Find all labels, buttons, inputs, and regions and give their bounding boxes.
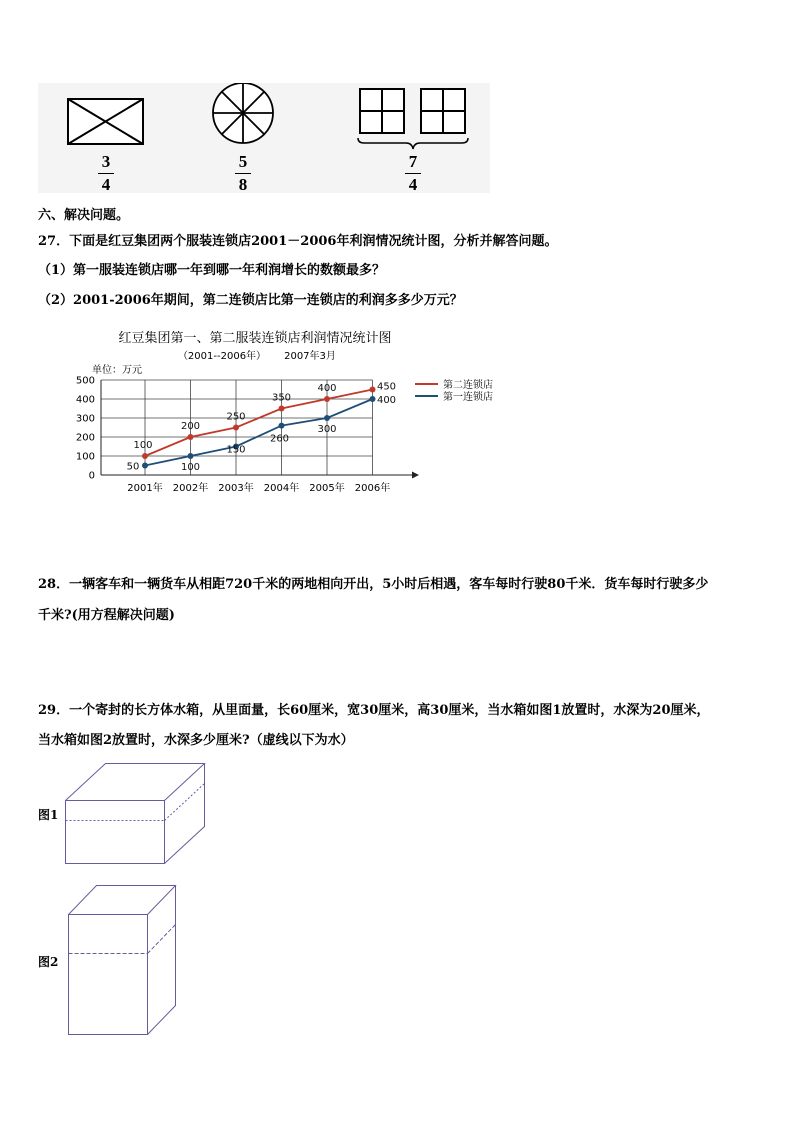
fraction-5-8 bbox=[231, 152, 255, 195]
denominator: 8 bbox=[238, 175, 248, 194]
x-tick-label: 2005年 bbox=[309, 483, 345, 494]
data-label: 50 bbox=[126, 461, 140, 473]
x-tick-label: 2006年 bbox=[354, 483, 391, 494]
legend-label: 第一连锁店 bbox=[443, 392, 493, 403]
legend-label: 第二连锁店 bbox=[443, 380, 493, 391]
data-label: 300 bbox=[317, 424, 337, 435]
figure1-box-drawing bbox=[60, 760, 210, 870]
data-point bbox=[233, 425, 239, 431]
q27-sub1: （1）第一服装连锁店哪一年到哪一年利润增长的数额最多？ bbox=[38, 263, 386, 278]
data-label: 260 bbox=[269, 433, 290, 445]
rectangle-x-figure bbox=[68, 99, 143, 144]
x-tick-label: 2002年 bbox=[172, 483, 209, 494]
chart-title: 红豆集团第一、第二服装连锁店利润情况统计图 bbox=[118, 331, 392, 346]
data-label: 350 bbox=[271, 392, 292, 404]
figure1-label: 图1 bbox=[38, 808, 59, 822]
data-point bbox=[324, 415, 330, 421]
denominator: 4 bbox=[101, 175, 111, 194]
data-label: 100 bbox=[133, 440, 153, 451]
q29-line2: 当水箱如图2放置时，水深多少厘米?（虚线以下为水） bbox=[38, 733, 354, 748]
data-point bbox=[188, 453, 194, 459]
profit-line-chart bbox=[60, 322, 520, 500]
data-label: 400 bbox=[317, 383, 337, 394]
numerator: 7 bbox=[408, 152, 418, 171]
figure2-label: 图2 bbox=[38, 955, 59, 969]
q28-line1: 28．一辆客车和一辆货车从相距720千米的两地相向开出，5小时后相遇，客车每时行驶80千米．货车每时行驶多少 bbox=[38, 577, 709, 592]
y-tick-label: 300 bbox=[75, 413, 95, 425]
data-label: 200 bbox=[180, 421, 201, 432]
brace-icon bbox=[358, 138, 468, 149]
x-tick-label: 2004年 bbox=[263, 483, 300, 494]
q27-sub2: （2）2001-2006年期间，第二连锁店比第一连锁店的利润多多少万元？ bbox=[38, 293, 463, 308]
data-label: 250 bbox=[226, 411, 246, 423]
data-point bbox=[370, 396, 376, 402]
two-squares-figure bbox=[360, 89, 465, 133]
denominator: 4 bbox=[408, 175, 418, 194]
y-tick-label: 400 bbox=[75, 394, 95, 406]
section-title: 六、解决问题。 bbox=[38, 208, 130, 223]
q28-line2: 千米?(用方程解决问题) bbox=[38, 608, 175, 623]
x-tick-label: 2001年 bbox=[127, 483, 163, 494]
fraction-bar bbox=[405, 173, 421, 174]
data-point bbox=[279, 423, 285, 429]
data-point bbox=[324, 396, 330, 402]
q27-stem: 27．下面是红豆集团两个服装连锁店2001－2006年利润情况统计图，分析并解答问题。 bbox=[38, 234, 558, 249]
data-label: 100 bbox=[180, 462, 201, 473]
chart-subtitle-date: 2007年3月 bbox=[284, 351, 336, 362]
data-point bbox=[370, 387, 376, 393]
q29-line1: 29．一个寄封的长方体水箱，从里面量，长60厘米，宽30厘米，高30厘米，当水箱如图1放置时，水深为20厘米， bbox=[38, 703, 710, 718]
numerator: 5 bbox=[238, 152, 248, 171]
circle-eighths-figure bbox=[213, 83, 273, 143]
chart-subtitle-range: （2001--2006年） bbox=[177, 351, 267, 362]
fraction-bar bbox=[98, 173, 114, 174]
numerator: 3 bbox=[101, 152, 111, 171]
data-label: 400 bbox=[376, 395, 397, 406]
data-point bbox=[142, 463, 148, 469]
data-point bbox=[279, 406, 285, 412]
x-tick-label: 2003年 bbox=[218, 483, 254, 494]
figure2-box-drawing bbox=[60, 880, 190, 1040]
y-tick-label: 0 bbox=[88, 470, 95, 482]
fraction-3-4 bbox=[94, 152, 118, 195]
data-point bbox=[142, 453, 148, 459]
chart-ylabel: 单位：万元 bbox=[92, 365, 142, 376]
series-line-1 bbox=[145, 390, 373, 457]
x-axis-arrow-icon bbox=[412, 472, 419, 479]
data-point bbox=[188, 434, 194, 440]
series-line-2 bbox=[145, 399, 373, 466]
data-label: 450 bbox=[376, 381, 397, 393]
y-tick-label: 200 bbox=[75, 432, 95, 444]
y-tick-label: 100 bbox=[75, 451, 95, 463]
y-tick-label: 500 bbox=[75, 375, 95, 387]
data-label: 150 bbox=[226, 444, 246, 456]
fraction-bar bbox=[235, 173, 251, 174]
fraction-7-4 bbox=[401, 152, 425, 195]
